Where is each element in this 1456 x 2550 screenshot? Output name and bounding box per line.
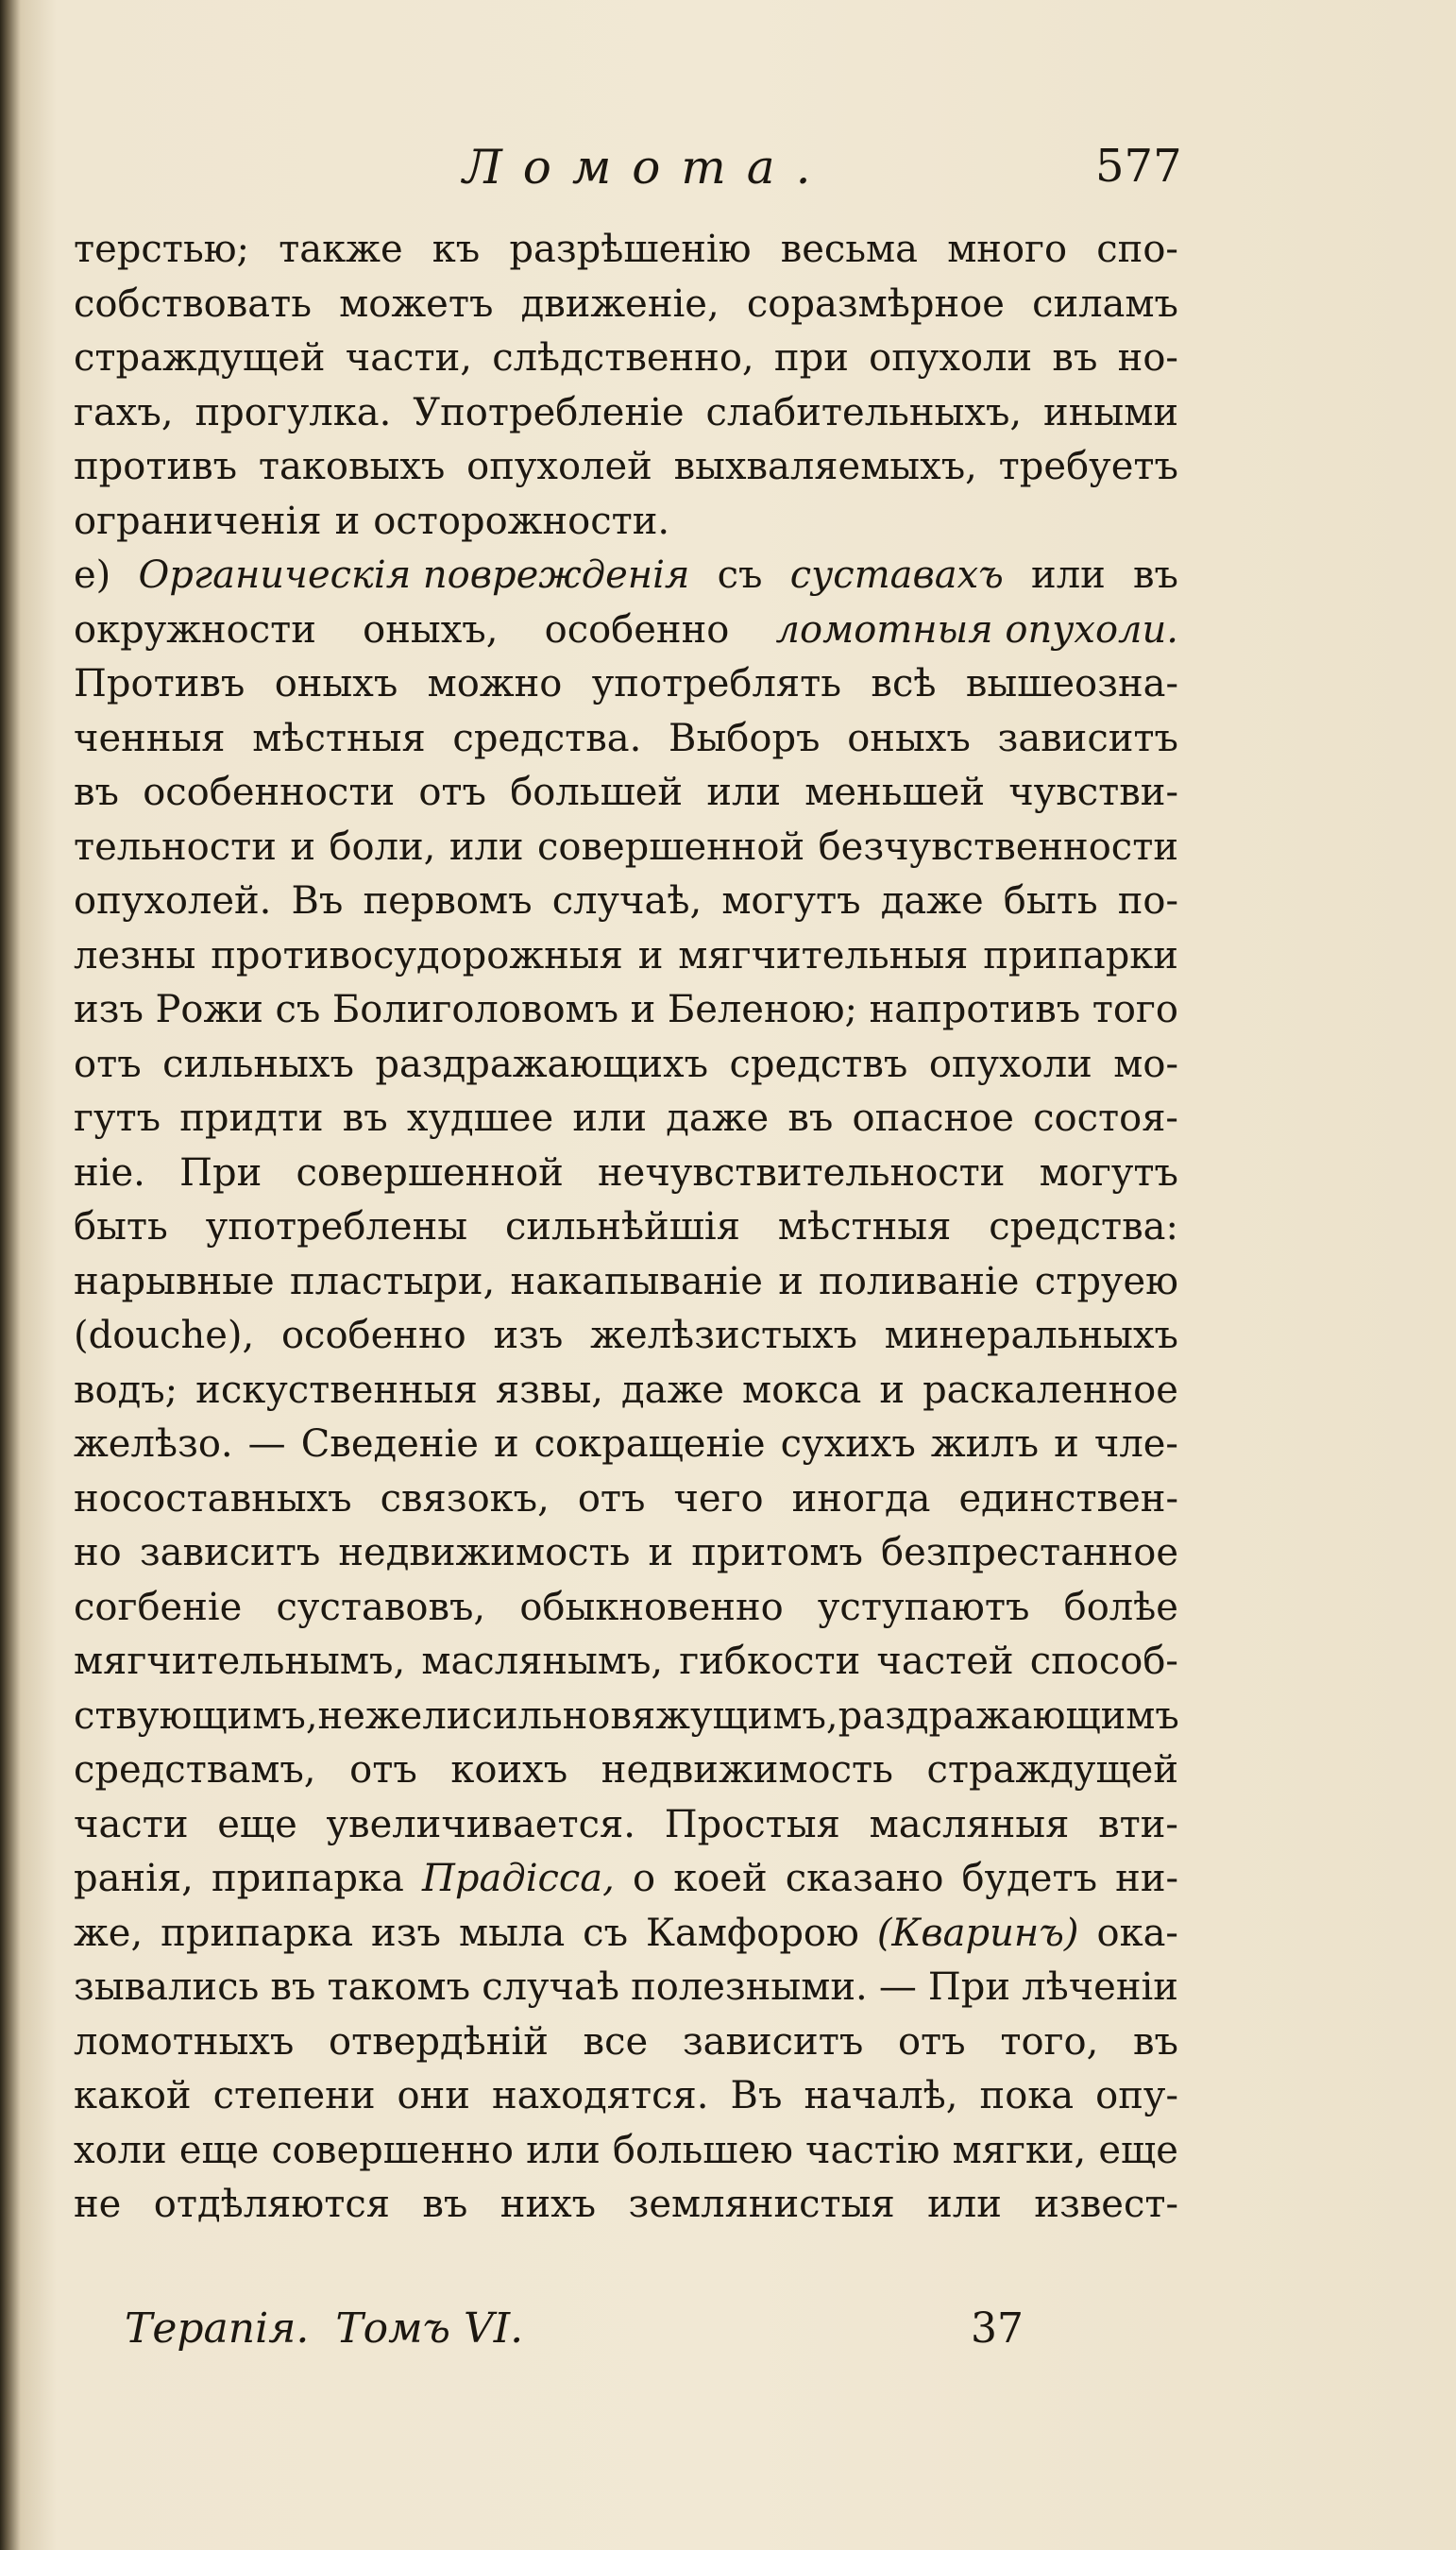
text-line [74,278,1178,332]
text-line [74,875,1178,929]
word: въ [787,1096,834,1140]
word: Прадісса, [422,1857,615,1900]
word: искуственныя [195,1368,478,1412]
word: какой [74,2074,192,2117]
word: Въ [291,879,344,923]
word: (douche), [74,1314,255,1357]
word: особенности [143,771,396,814]
text-line [74,1200,1178,1255]
word: въ [1132,2019,1178,2064]
word: оныхъ [847,716,971,760]
word: опухолей. [74,879,272,923]
word: находятся. [492,2074,709,2117]
word: отъ [74,1042,142,1086]
word: язвы, [495,1368,603,1412]
word: гибкости [679,1640,861,1683]
word: особенно [544,607,730,652]
word: ломотныя опухоли. [775,607,1178,652]
text-line [74,1418,1178,1472]
word: могутъ [721,879,861,923]
word: и [637,933,664,978]
text-line [74,1364,1178,1419]
word: При [179,1150,262,1195]
word: большей [510,771,684,814]
word: части [74,1802,189,1846]
word: сильнѣйшія [505,1205,740,1249]
word: обыкновенно [519,1585,784,1629]
text-line [74,712,1178,767]
word: Употребленіе [413,390,685,434]
word: нарывные [74,1259,275,1303]
word: изъ [493,1314,564,1357]
word: маслянымъ, [421,1640,664,1683]
word: отъ [577,1476,646,1521]
word: опухоли [869,336,1033,380]
word: частію [805,2128,940,2172]
word: — [878,1965,917,2009]
word: при [773,336,849,380]
word: противосудорожныя [211,933,623,978]
word: или [1031,553,1106,597]
word: еще [1098,2128,1178,2172]
word: — [247,1422,286,1466]
word: мо- [1113,1042,1178,1086]
text-line [74,1038,1178,1093]
text-line [74,495,1178,550]
word: нихъ [499,2183,597,2226]
word: ніе. [74,1150,145,1195]
word: зывались [74,1965,260,2009]
word: ни- [1115,1857,1178,1900]
word: они [397,2074,470,2117]
text-line [74,549,1178,604]
word: припарки [983,933,1178,978]
word: въ [1052,336,1098,380]
word: и [493,1422,519,1466]
word: ствующимъ, [74,1693,318,1738]
text-line [74,1472,1178,1527]
word: средства. [452,716,642,760]
word: даже [666,1096,770,1140]
word: Въ [730,2074,783,2117]
word: но- [1117,336,1178,380]
word: совершенной [296,1150,564,1195]
text-line [74,386,1178,441]
text-line [74,1961,1178,2015]
word: боли, [329,824,436,869]
text-line [74,1092,1178,1147]
word: мѣстныя [252,716,426,760]
word: связокъ, [380,1476,550,1521]
word: сказано [785,1857,944,1900]
word: можно [427,662,563,706]
word: припарка [211,1857,404,1900]
word: единствен- [958,1476,1178,1521]
word: терстью; [74,228,250,271]
word: ранія, [74,1857,194,1900]
word: также [279,228,403,271]
text-line [74,1798,1178,1853]
word: худшее [406,1096,554,1140]
word: отъ [897,2019,966,2064]
word: въ [270,1965,316,2009]
page-header [0,140,1456,206]
word: Сведеніе [300,1422,479,1466]
word: будетъ [961,1857,1098,1900]
text-line [74,1690,1178,1744]
text-line [74,983,1178,1038]
word: минеральныхъ [884,1314,1178,1357]
word: раздражающихъ [375,1042,709,1086]
text-line [74,2178,1178,2233]
word: такомъ [327,1965,471,2009]
word: же, [74,1911,144,1955]
word: уступаютъ [817,1585,1030,1629]
word: всѣ [871,662,937,706]
text-line [74,1852,1178,1907]
word: быть [1003,879,1098,923]
word: При [927,1965,1011,2009]
word: струею [1034,1259,1178,1303]
word: соразмѣрное [746,281,1005,326]
word: зависитъ [682,2019,864,2064]
word: даже [880,879,984,923]
word: къ [432,228,481,271]
word: меньшей [804,771,986,814]
word: въ [342,1096,388,1140]
word: Рожи [155,988,263,1031]
word: Камфорою [646,1911,859,1955]
word: раздражающимъ [838,1693,1179,1738]
text-line [74,657,1178,712]
text-line [74,1907,1178,1962]
running-title: Ломота. [463,140,832,195]
word: средствамъ, [74,1748,316,1792]
word: особенно [280,1314,466,1357]
word: средства: [989,1205,1178,1249]
word: отвердѣній [329,2019,549,2064]
word: коихъ [450,1748,568,1792]
word: мѣстныя [777,1205,952,1249]
text-line [74,1255,1178,1310]
page-number: 577 [1095,140,1182,193]
word: или [526,2128,601,2172]
word: и [290,824,316,869]
word: Органическія поврежденія [138,553,690,597]
word: вышеозна- [965,662,1178,706]
word: чувстви- [1008,771,1178,814]
word: ока- [1096,1911,1178,1955]
word: въ [1132,553,1178,597]
word: недвижимость [601,1748,893,1792]
word: зависитъ [139,1531,321,1574]
word: началѣ, [804,2074,958,2117]
word: съ [717,553,763,597]
word: поливаніе [819,1259,1020,1303]
word: части, [345,336,472,380]
word: еще [178,2128,260,2172]
signature-number: 37 [971,2304,1024,2353]
word: и [648,1531,674,1574]
word: оныхъ [274,662,398,706]
word: землянистыя [628,2183,895,2226]
text-line [74,821,1178,876]
word: страждущей [74,336,326,380]
word: силамъ [1032,281,1178,326]
text-line [74,1309,1178,1364]
word: отдѣляются [153,2183,390,2226]
text-line [74,766,1178,821]
word: мягки, [952,2128,1087,2172]
word: быть [74,1205,168,1249]
word: лезны [74,933,196,978]
word: или [706,771,782,814]
word: первомъ [363,879,533,923]
word: водъ; [74,1368,178,1412]
word: или [927,2183,1002,2226]
word: средствъ [729,1042,908,1086]
text-line [74,1526,1178,1581]
word: холи [74,2128,167,2172]
word: носоставныхъ [74,1476,352,1521]
word: пластыри, [289,1259,496,1303]
word: масляныя [869,1802,1070,1846]
word: и [879,1368,906,1412]
word: или [572,1096,648,1140]
word: не [74,2183,122,2226]
word: ломотныхъ [74,2019,295,2064]
word: и [1054,1422,1079,1466]
word: желѣзистыхъ [590,1314,857,1357]
word: мягчительныя [678,933,969,978]
word: припарка [161,1911,354,1955]
text-line [74,1635,1178,1690]
word: напротивъ [869,988,1081,1031]
word: раскаленное [923,1368,1178,1412]
text-line [74,332,1178,386]
word: безчувственности [818,824,1178,869]
word: могутъ [1039,1150,1178,1195]
word: разрѣшенію [509,228,752,271]
word: слабительныхъ, [705,390,1023,434]
word: зависитъ [997,716,1178,760]
word: полезными. [631,1965,868,2009]
word: все [583,2019,649,2064]
word: даже [621,1368,724,1412]
word: сильно [471,1693,611,1738]
word: иными [1043,390,1178,434]
word: гутъ [74,1096,161,1140]
word: и [630,988,656,1031]
word: придти [179,1096,324,1140]
word: лѣченіи [1022,1965,1178,2009]
text-line [74,929,1178,984]
word: мягчительнымъ, [74,1640,406,1683]
word: состоя- [1033,1096,1178,1140]
word: случаѣ, [551,879,703,923]
signature-volume: Томъ VI. [335,2304,524,2353]
word: или [449,824,524,869]
word: сокращеніе [533,1422,766,1466]
word: пока [979,2074,1075,2117]
word: вяжущимъ, [610,1693,838,1738]
page-footer [125,2304,1163,2361]
word: Беленою; [667,988,858,1031]
word: способ- [1029,1640,1178,1683]
word: выхваляемыхъ, [673,445,977,488]
word: сильныхъ [162,1042,354,1086]
word: тельности [74,824,277,869]
text-line [74,440,1178,495]
text-line [74,1743,1178,1798]
word: изъ [371,1911,441,1955]
word: мыла [458,1911,566,1955]
word: суставахъ [789,553,1004,597]
word: можетъ [339,281,494,326]
word: притомъ [691,1531,863,1574]
word: (Кваринъ) [876,1911,1079,1955]
word: ченныя [74,716,226,760]
word: собствовать [74,281,312,326]
word: окружности [74,607,316,652]
word: е) [74,553,111,597]
word: осторожности. [373,499,670,543]
word: гахъ, [74,390,174,434]
word: частей [876,1640,1014,1683]
word: съ [275,988,321,1031]
word: безпрестанное [881,1531,1178,1574]
word: движеніе, [520,281,720,326]
word: коей [673,1857,768,1900]
word: согбеніе [74,1585,243,1629]
word: опухоли [928,1042,1092,1086]
word: изъ [74,988,144,1031]
word: употреблены [205,1205,468,1249]
word: и [778,1259,804,1303]
word: вти- [1098,1802,1178,1846]
word: того, [1000,2019,1099,2064]
word: страждущей [926,1748,1178,1792]
word: и [334,499,361,543]
word: оныхъ, [363,607,499,652]
word: Болиголовомъ [331,988,619,1031]
word: сухихъ [780,1422,916,1466]
word: весьма [780,228,919,271]
word: опухолей [466,445,652,488]
signature-mark [125,2304,550,2353]
word: большею [612,2128,793,2172]
word: о [632,1857,656,1900]
word: желѣзо. [74,1422,233,1466]
word: много [947,228,1068,271]
word: еще [217,1802,297,1846]
word: таковыхъ [258,445,446,488]
word: Выборъ [669,716,821,760]
word: накапываніе [510,1259,763,1303]
word: суставовъ, [276,1585,486,1629]
word: въ [74,771,119,814]
word: степени [212,2074,376,2117]
word: отъ [418,771,486,814]
word: того [1092,988,1178,1031]
word: болѣе [1063,1585,1178,1629]
word: опасное [852,1096,1014,1140]
word: но [74,1531,122,1574]
word: въ [422,2183,468,2226]
word: жилъ [930,1422,1040,1466]
word: мокса [741,1368,862,1412]
text-line [74,2069,1178,2124]
signature-book: Терапія. [125,2304,310,2353]
word: спо- [1096,228,1178,271]
text-line [74,2124,1178,2179]
word: недвижимость [338,1531,631,1574]
text-line [74,223,1178,278]
word: совершенной [536,824,805,869]
word: по- [1117,879,1178,923]
text-line [74,2015,1178,2070]
text-line [74,604,1178,658]
word: слѣдственно, [492,336,754,380]
word: опу- [1095,2074,1178,2117]
word: съ [583,1911,629,1955]
word: отъ [349,1748,417,1792]
word: нежели [317,1693,472,1738]
word: чле- [1093,1422,1178,1466]
word: употреблять [591,662,842,706]
word: Противъ [74,662,245,706]
word: нечувствительности [598,1150,1006,1195]
word: прогулка. [195,390,392,434]
word: извест- [1034,2183,1178,2226]
word: чего [673,1476,764,1521]
word: случаѣ [482,1965,619,2009]
word: Простыя [664,1802,840,1846]
word: иногда [791,1476,931,1521]
word: ограниченія [74,499,322,543]
word: противъ [74,445,238,488]
body-text [74,223,1178,2233]
text-line [74,1147,1178,1201]
text-line [74,1581,1178,1636]
word: требуетъ [998,445,1178,488]
word: увеличивается. [326,1802,635,1846]
word: совершенно [271,2128,514,2172]
